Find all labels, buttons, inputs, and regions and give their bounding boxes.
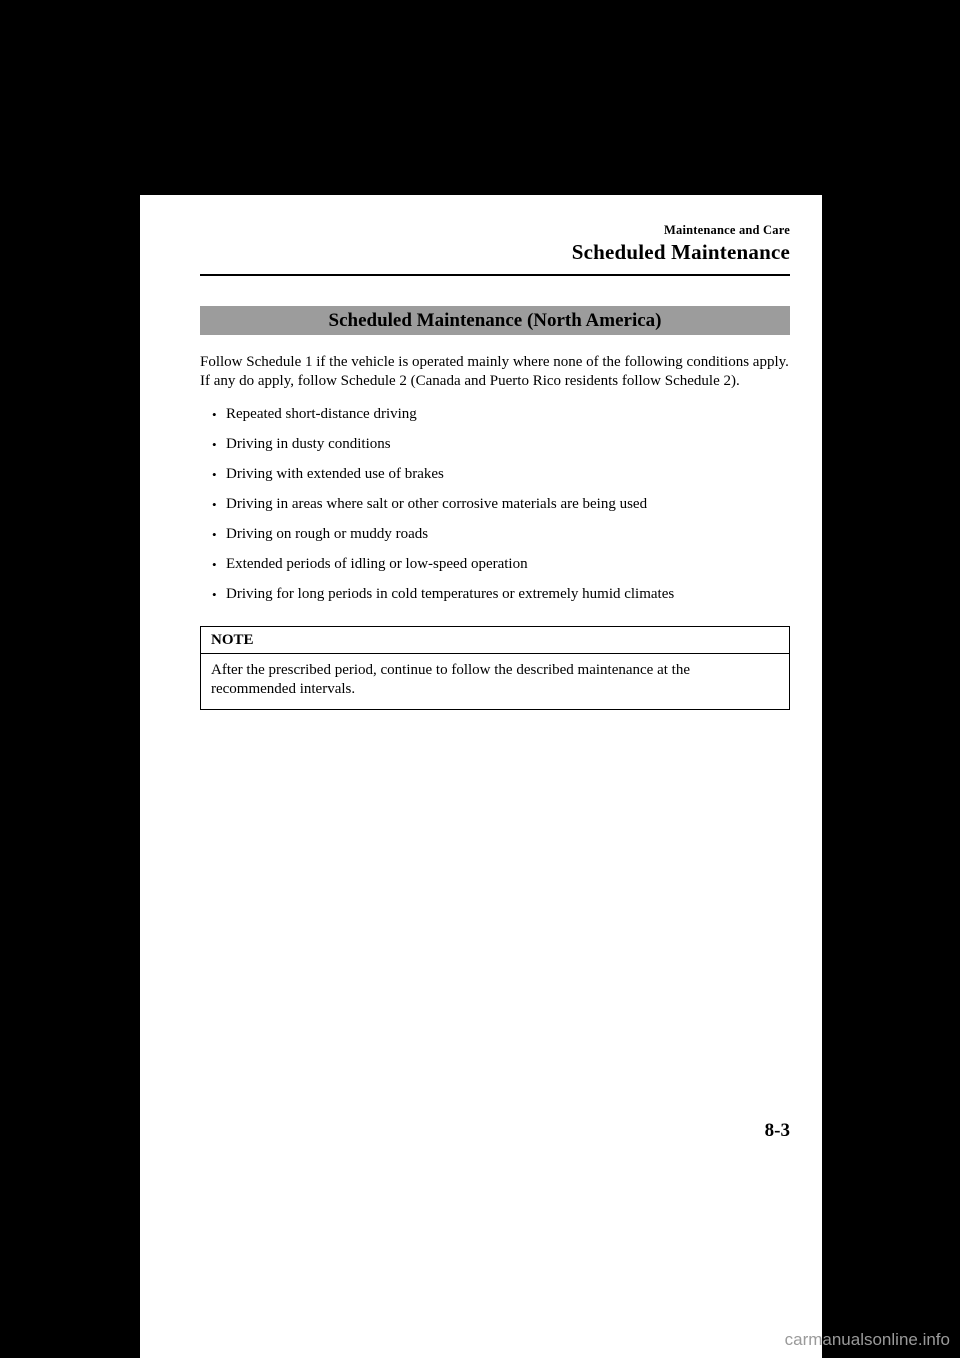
- list-item: [200, 525, 790, 544]
- intro-paragraph-2: If any do apply, follow Schedule 2 (Canada and Puerto Rico residents follow Schedule 2).: [200, 372, 740, 389]
- note-text: After the prescribed period, continue to follow the described maintenance at the recommended intervals.: [211, 661, 690, 697]
- conditions-bullet-list: [200, 405, 790, 604]
- list-item-text: Extended periods of idling or low-speed operation: [226, 555, 528, 572]
- bullet-icon: •: [212, 436, 217, 452]
- list-item: [200, 435, 790, 454]
- intro-paragraph-1: Follow Schedule 1 if the vehicle is operated mainly where none of the following conditions apply.: [200, 354, 789, 370]
- list-item: [200, 405, 790, 424]
- list-item-text: Driving in areas where salt or other corrosive materials are being used: [226, 495, 648, 512]
- list-item: [200, 555, 790, 574]
- manual-page: [140, 195, 822, 1358]
- intro-text: [200, 353, 790, 391]
- watermark-text: carmanualsonline.info: [784, 1330, 950, 1349]
- bullet-icon: •: [212, 556, 217, 572]
- list-item: [200, 465, 790, 484]
- page-number: 8-3: [764, 1120, 790, 1141]
- list-item-text: Driving in dusty conditions: [226, 435, 391, 452]
- list-item-text: Repeated short-distance driving: [226, 405, 417, 422]
- bullet-icon: •: [212, 466, 217, 482]
- list-item-text: Driving on rough or muddy roads: [226, 525, 429, 542]
- list-item-text: Driving for long periods in cold temperatures or extremely humid climates: [226, 585, 675, 602]
- section-banner-title: Scheduled Maintenance (North America): [200, 306, 790, 335]
- bullet-icon: •: [212, 586, 217, 602]
- page-content: [200, 195, 790, 710]
- list-item-text: Driving with extended use of brakes: [226, 465, 444, 482]
- page-header: [200, 195, 790, 276]
- bullet-icon: •: [212, 526, 217, 542]
- note-box: [200, 626, 790, 710]
- page-title: Scheduled Maintenance: [571, 240, 790, 264]
- note-label: NOTE: [201, 627, 789, 654]
- breadcrumb: Maintenance and Care: [664, 223, 790, 237]
- bullet-icon: •: [212, 406, 217, 422]
- header-divider: [200, 274, 790, 276]
- list-item: [200, 495, 790, 514]
- list-item: [200, 585, 790, 604]
- bullet-icon: •: [212, 496, 217, 512]
